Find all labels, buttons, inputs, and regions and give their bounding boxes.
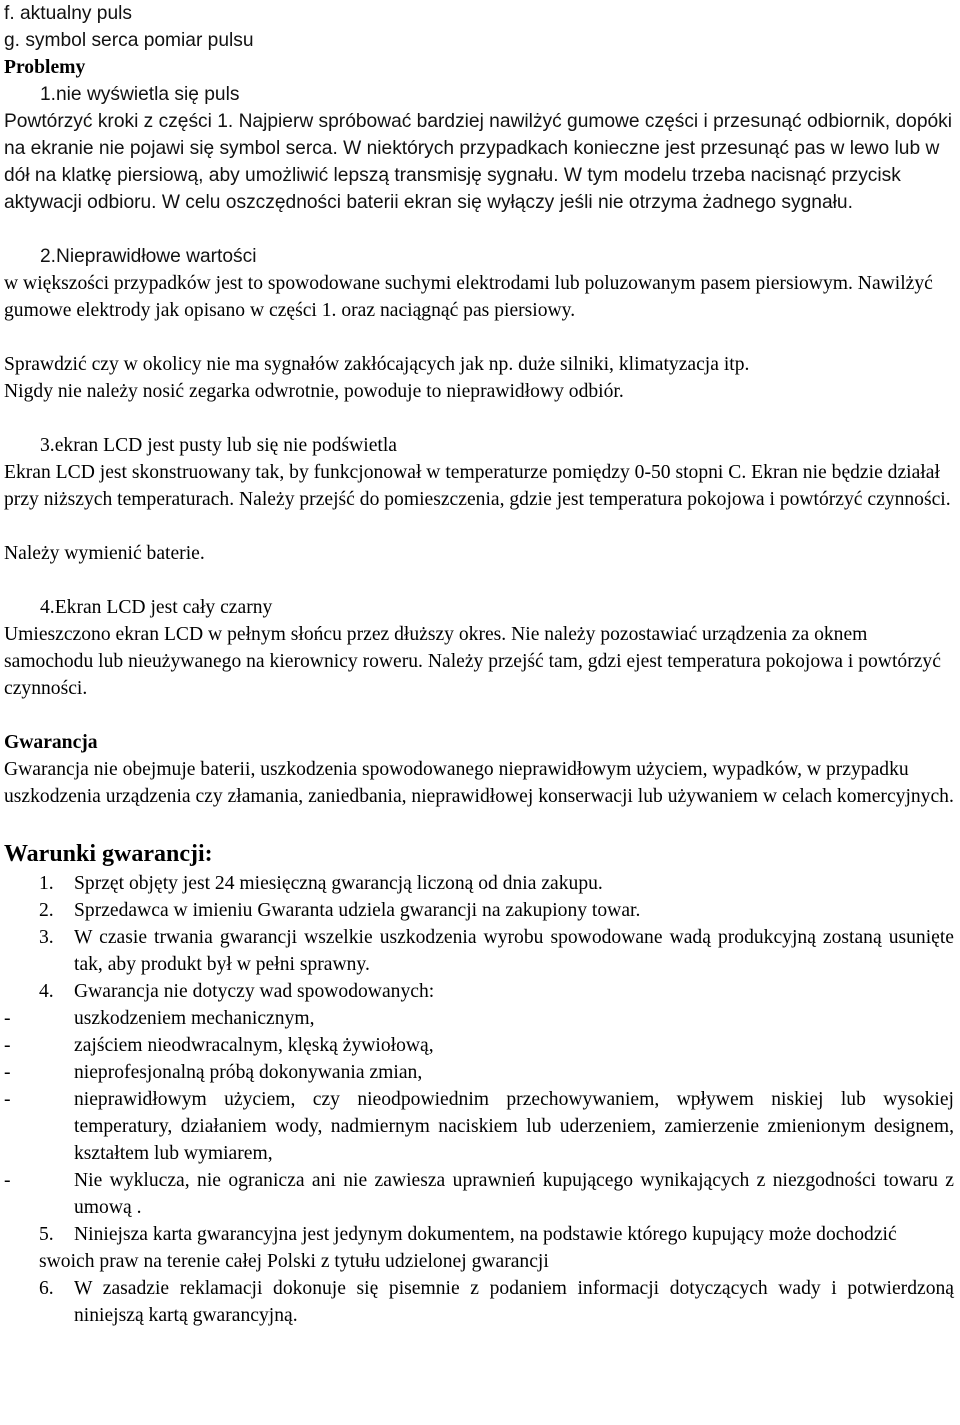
problem-3-title: 3.ekran LCD jest pusty lub się nie podświetla — [40, 435, 397, 456]
problem-1-text: Powtórzyć kroki z części 1. Najpierw spróbować bardziej nawilżyć gumowe części i przesunąć odbiornik, dopóki na ekranie nie pojawi się symbol serca. W niektórych przypadkach konieczne jest przesunąć pas w lewo lub w dół na klatkę piersiową, aby umożliwić lepszą transmisję sygnału. W tym modelu trzeba nacisnąć przycisk aktywacji odbioru. W celu oszczędności baterii ekran się wyłączy jeśli nie otrzyma żadnego sygnału. — [4, 111, 953, 213]
conditions-item-6: 6. W zasadzie reklamacji dokonuje się pisemnie z podaniem informacji dotyczących wady i potwierdzoną niniejszą kartą gwarancyjną. — [39, 1278, 954, 1326]
list-item: 1. Sprzęt objęty jest 24 miesięczną gwarancją liczoną od dnia zakupu. — [39, 873, 603, 894]
warranty-text: Gwarancja nie obejmuje baterii, uszkodzenia spowodowanego nieprawidłowym użyciem, wypadków, w przypadku uszkodzenia urządzenia czy złamania, zaniedbania, nieprawidłowej konserwacji lub używaniem w celach komercyjnych. — [4, 759, 954, 807]
problem-2-text-2b: Nigdy nie należy nosić zegarka odwrotnie, powoduje to nieprawidłowy odbiór. — [4, 381, 624, 402]
problem-4-title: 4.Ekran LCD jest cały czarny — [40, 597, 273, 618]
list-item: - nieprofesjonalną próbą dokonywania zmian, — [4, 1062, 423, 1083]
list-item: 4. Gwarancja nie dotyczy wad spowodowanych: — [39, 981, 435, 1002]
conditions-heading: Warunki gwarancji: — [4, 841, 213, 867]
warranty-heading: Gwarancja — [4, 732, 98, 753]
list-item: - zajściem nieodwracalnym, klęską żywiołową, — [4, 1035, 434, 1056]
list-item: - nieprawidłowym użyciem, czy nieodpowiednim przechowywaniem, wpływem niskiej lub wysokiej temperatury, działaniem wody, nadmiernym naciskiem lub uderzeniem, zamierzenie zmienionym designem, kształtem lub wymiarem, — [4, 1089, 954, 1164]
problem-3-text: Ekran LCD jest skonstruowany tak, by funkcjonował w temperaturze pomiędzy 0-50 stopni C. Ekran nie będzie działał przy niższych temperaturach. Należy przejść do pomieszczenia, gdzie jest temperatura pokojowa i powtórzyć czynności. — [4, 462, 951, 510]
problem-3-text-2: Należy wymienić baterie. — [4, 543, 205, 564]
list-item: 2. Sprzedawca w imieniu Gwaranta udziela gwarancji na zakupiony towar. — [39, 900, 641, 921]
problem-2-title: 2.Nieprawidłowe wartości — [40, 246, 257, 267]
conditions-list — [4, 870, 956, 1221]
conditions-item-5: 5. Niniejsza karta gwarancyjna jest jedynym dokumentem, na podstawie którego kupujący może dochodzić swoich praw na terenie całej Polski z tytułu udzielonej gwarancji — [39, 1224, 897, 1272]
list-item-f: f. aktualny puls — [4, 3, 132, 24]
list-item: 3. W czasie trwania gwarancji wszelkie uszkodzenia wyrobu spowodowane wadą produkcyjną zostaną usunięte tak, aby produkt był w pełni sprawny. — [39, 927, 954, 975]
problem-2-text-2a: Sprawdzić czy w okolicy nie ma sygnałów zakłócających jak np. duże silniki, klimatyzacja itp. — [4, 354, 750, 375]
problems-heading: Problemy — [4, 57, 86, 78]
document-page — [4, 0, 956, 1329]
list-item-g: g. symbol serca pomiar pulsu — [4, 30, 254, 51]
list-item: - Nie wyklucza, nie ogranicza ani nie zawiesza uprawnień kupującego wynikających z niezgodności towaru z umową . — [4, 1170, 954, 1218]
problem-4-text: Umieszczono ekran LCD w pełnym słońcu przez dłuższy okres. Nie należy pozostawiać urządzenia za oknem samochodu lub nieużywanego na kierownicy roweru. Należy przejść tam, gdzi ejest temperatura pokojowa i powtórzyć czynności. — [4, 624, 941, 699]
problem-2-text: w większości przypadków jest to spowodowane suchymi elektrodami lub poluzowanym pasem piersiowym. Nawilżyć gumowe elektrody jak opisano w części 1. oraz naciągnąć pas piersiowy. — [4, 273, 933, 321]
list-item: - uszkodzeniem mechanicznym, — [4, 1008, 315, 1029]
problem-1-title: 1.nie wyświetla się puls — [40, 84, 240, 105]
